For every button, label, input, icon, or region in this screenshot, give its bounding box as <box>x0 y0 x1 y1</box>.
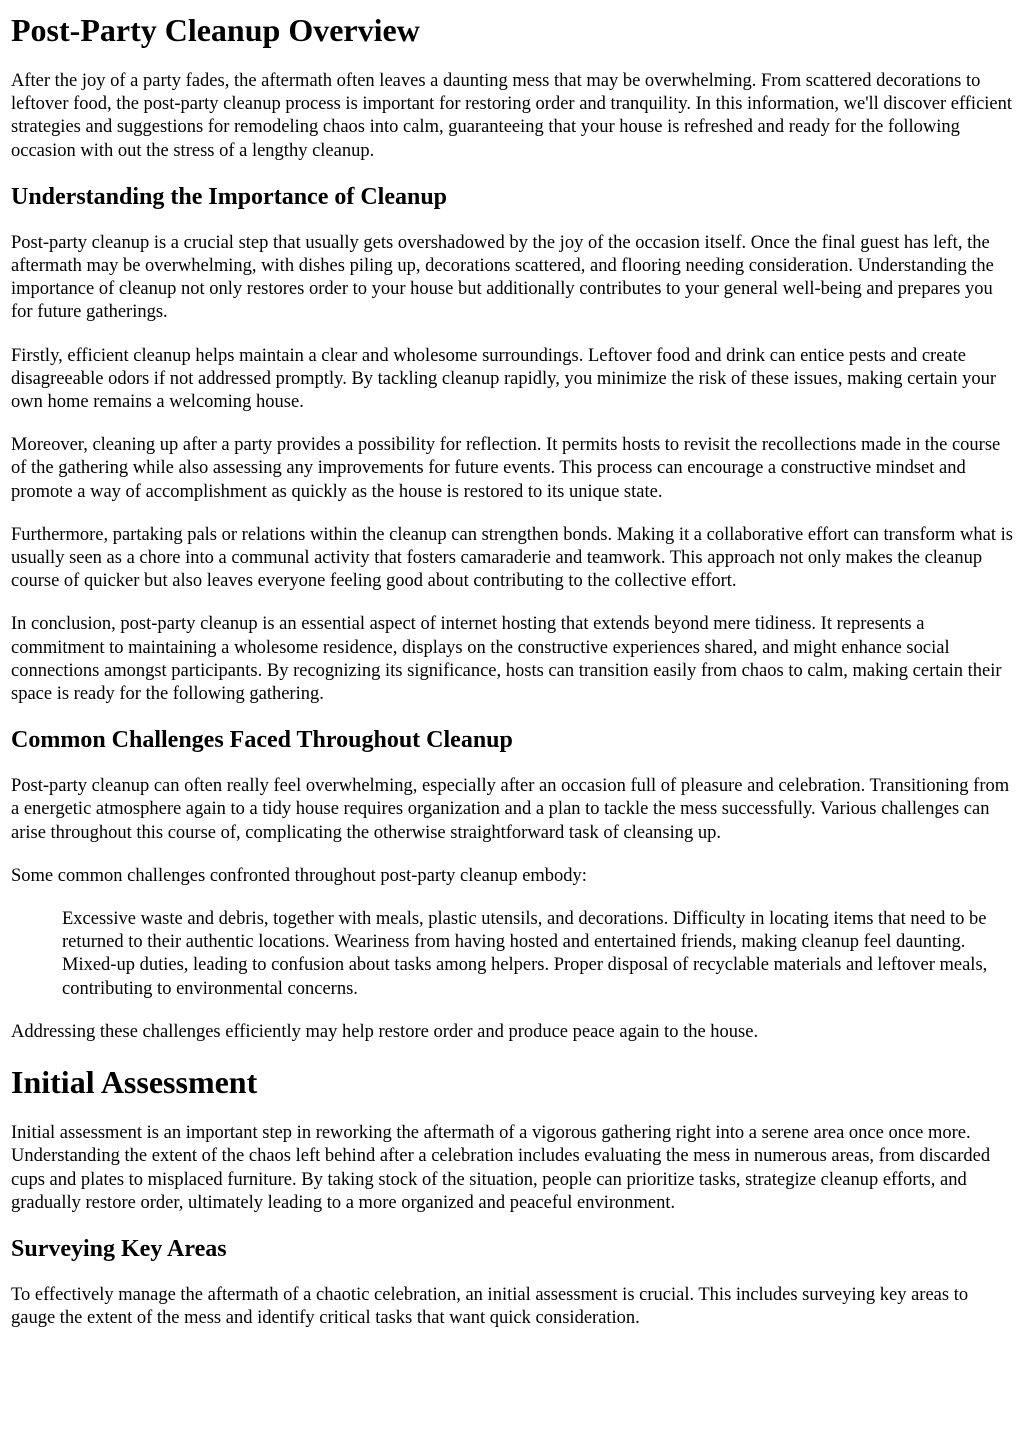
page-title: Post-Party Cleanup Overview <box>11 12 420 48</box>
importance-paragraph-1: Post-party cleanup is a crucial step that usually gets overshadowed by the joy of the occasion itself. Once the final guest has left, the aftermath may be overwhelming, with dishes piling up, decorations scattered, and flooring needing consideration. Understanding the importance of cleanup not only restores order to your house but additionally contributes to your general well-being and prepares you for future gatherings. <box>11 232 994 323</box>
challenges-list-quote: Excessive waste and debris, together with meals, plastic utensils, and decorations. Difficulty in locating items that need to be returned to their authentic locations. Weariness from having hosted and entertained friends, making cleanup feel daunting. Mixed-up duties, leading to confusion about tasks among helpers. Proper disposal of recyclable materials and leftover meals, contributing to environmental concerns. <box>62 909 988 999</box>
survey-heading: Surveying Key Areas <box>11 1235 227 1262</box>
challenges-paragraph-3: Addressing these challenges efficiently may help restore order and produce peace again to the house. <box>11 1021 759 1042</box>
importance-paragraph-3: Moreover, cleaning up after a party provides a possibility for reflection. It permits hosts to revisit the recollections made in the course of the gathering while also assessing any improvements for future events. This process can encourage a constructive mindset and promote a way of accomplishment as quickly as the house is restored to its unique state. <box>11 435 1001 502</box>
challenges-paragraph-2: Some common challenges confronted throughout post-party cleanup embody: <box>11 865 587 886</box>
survey-paragraph-1: To effectively manage the aftermath of a chaotic celebration, an initial assessment is crucial. This includes surveying key areas to gauge the extent of the mess and identify critical tasks that want quick consideration. <box>11 1284 969 1329</box>
importance-heading: Understanding the Importance of Cleanup <box>11 183 448 210</box>
importance-paragraph-2: Firstly, efficient cleanup helps maintain a clear and wholesome surroundings. Leftover food and drink can entice pests and create disagreeable odors if not addressed promptly. By tackling cleanup rapidly, you minimize the risk of these issues, making certain your own home remains a welcoming house. <box>11 345 997 413</box>
importance-paragraph-4: Furthermore, partaking pals or relations within the cleanup can strengthen bonds. Making it a collaborative effort can transform what is usually seen as a chore into a communal activity that fosters camaraderie and teamwork. This approach not only makes the cleanup course of quicker but also leaves everyone feeling good about contributing to the collective effort. <box>11 524 1013 592</box>
challenges-paragraph-1: Post-party cleanup can often really feel overwhelming, especially after an occasion full of pleasure and celebration. Transitioning from a energetic atmosphere again to a tidy house requires organization and a plan to tackle the mess successfully. Various challenges can arise throughout this course of, complicating the otherwise straightforward task of cleansing up. <box>11 776 1010 843</box>
challenges-heading: Common Challenges Faced Throughout Cleanup <box>11 727 513 754</box>
assessment-heading: Initial Assessment <box>11 1064 258 1101</box>
assessment-paragraph-1: Initial assessment is an important step in reworking the aftermath of a vigorous gathering right into a serene area once once more. Understanding the extent of the chaos left behind after a celebration includes evaluating the mess in numerous areas, from discarded cups and plates to misplaced furniture. By taking stock of the situation, people can prioritize tasks, strategize cleanup efforts, and gradually restore order, ultimately leading to a more organized and peaceful environment. <box>11 1123 991 1213</box>
intro-paragraph: After the joy of a party fades, the aftermath often leaves a daunting mess that may be overwhelming. From scattered decorations to leftover food, the post-party cleanup process is important for restoring order and tranquility. In this information, we'll discover efficient strategies and suggestions for remodeling chaos into calm, guaranteeing that your house is refreshed and ready for the following occasion with out the stress of a lengthy cleanup. <box>11 71 1013 161</box>
importance-paragraph-5: In conclusion, post-party cleanup is an essential aspect of internet hosting that extends beyond mere tidiness. It represents a commitment to maintaining a wholesome residence, displays on the constructive experiences shared, and might enhance social connections amongst participants. By recognizing its significance, hosts can transition easily from chaos to calm, making certain their space is ready for the following gathering. <box>11 614 1002 705</box>
